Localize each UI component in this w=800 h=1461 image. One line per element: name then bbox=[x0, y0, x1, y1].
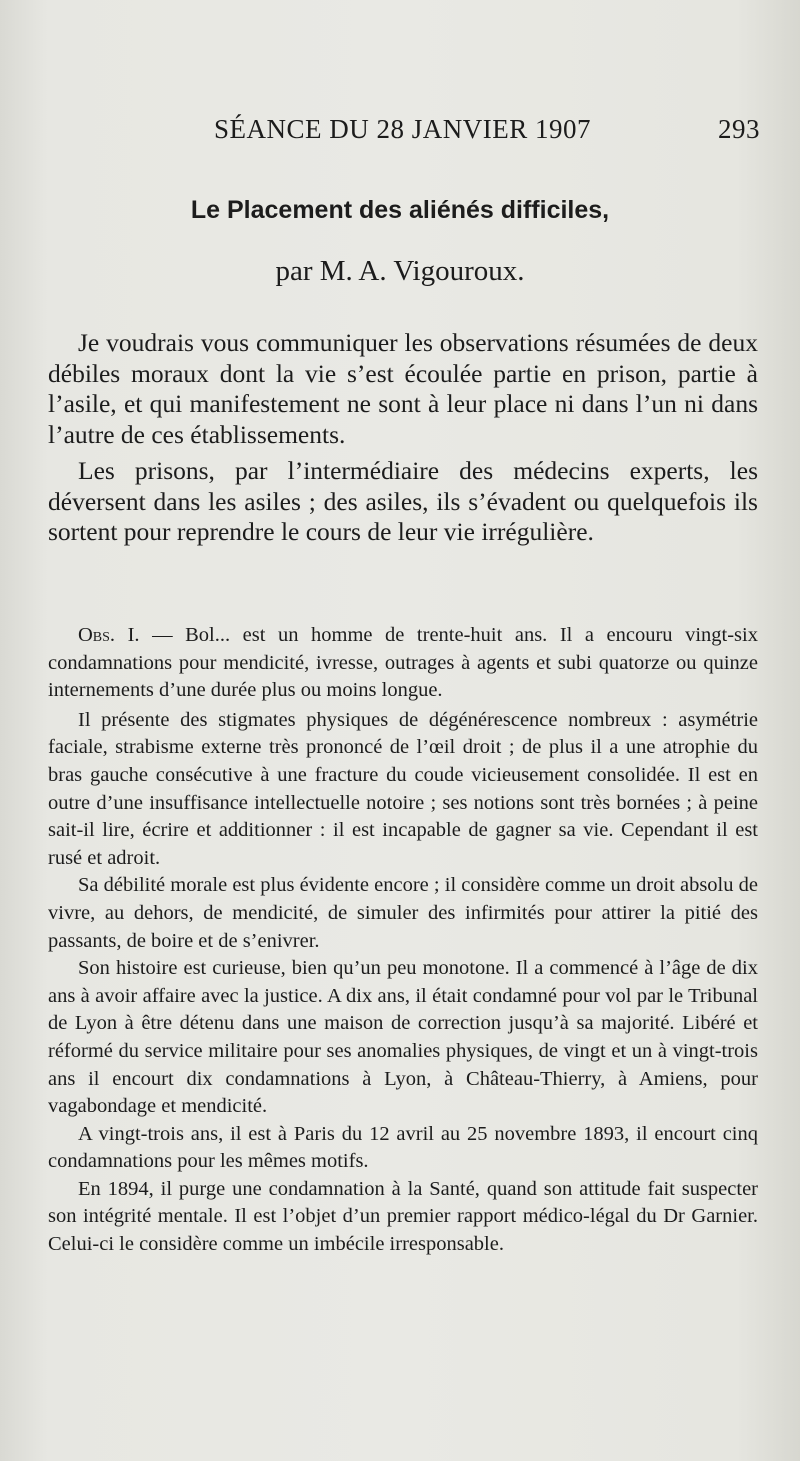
running-title: SÉANCE DU 28 JANVIER 1907 bbox=[214, 114, 591, 144]
introduction bbox=[48, 328, 758, 554]
observation-label: Obs. I. bbox=[78, 624, 140, 646]
observation-paragraph: Son histoire est curieuse, bien qu’un peu monotone. Il a commencé à l’âge de dix ans à avoir affaire avec la justice. A dix ans, il était condamné pour vol par le Tribunal de Lyon à être détenu dans une maison de correction jusqu’à sa majorité. Libéré et réformé du service militaire pour ses anomalies physiques, de vingt et un à vingt-trois ans il encourt dix condamnations à Lyon, à Château-Thierry, à Amiens, pour vagabondage et mendicité. bbox=[48, 957, 758, 1118]
article-byline: par M. A. Vigouroux. bbox=[275, 255, 525, 287]
page-number: 293 bbox=[718, 114, 760, 144]
intro-paragraph: Je voudrais vous communiquer les observations résumées de deux débiles moraux dont la vie s’est écoulée partie en prison, partie à l’asile, et qui manifestement ne sont à leur place ni dans l’un ni dans l’autre de ces établissements. bbox=[48, 328, 758, 449]
observation-paragraph: Sa débilité morale est plus évidente encore ; il considère comme un droit absolu de vivre, au dehors, de mendicité, de simuler des infirmités pour attirer la pitié des passants, de boire et de s’enivrer. bbox=[48, 874, 758, 952]
article-title: Le Placement des aliénés difficiles, bbox=[190, 196, 610, 224]
observation-section bbox=[48, 622, 758, 1259]
observation-paragraph: En 1894, il purge une condamnation à la Santé, quand son attitude fait suspecter son intégrité mentale. Il est l’objet d’un premier rapport médico-légal du Dr Garnier. Celui-ci le considère comme un imbécile irresponsable. bbox=[48, 1177, 758, 1256]
observation-paragraph bbox=[48, 622, 758, 705]
intro-paragraph: Les prisons, par l’intermédiaire des médecins experts, les déversent dans les asiles ; des asiles, ils s’évadent ou quelquefois ils sortent pour reprendre le cours de leur vie irrégulière. bbox=[48, 456, 758, 546]
observation-paragraph: Il présente des stigmates physiques de dégénérescence nombreux : asymétrie faciale, strabisme externe très prononcé de l’œil droit ; de plus il a une atrophie du bras gauche consécutive à une fracture du coude vicieusement consolidée. Il est en outre d’une insuffisance intellectuelle notoire ; ses notions sont très bornées ; à peine sait-il lire, écrire et additionner : il est incapable de gagner sa vie. Cependant il est rusé et adroit. bbox=[48, 708, 758, 869]
observation-text: — Bol... est un homme de trente-huit ans. Il a encouru vingt-six condamnations pour mendicité, ivresse, outrages à agents et subi quatorze ou quinze internements d’une durée plus ou moins longue. bbox=[48, 624, 758, 702]
observation-paragraph: A vingt-trois ans, il est à Paris du 12 avril au 25 novembre 1893, il encourt cinq condamnations pour les mêmes motifs. bbox=[48, 1122, 758, 1173]
